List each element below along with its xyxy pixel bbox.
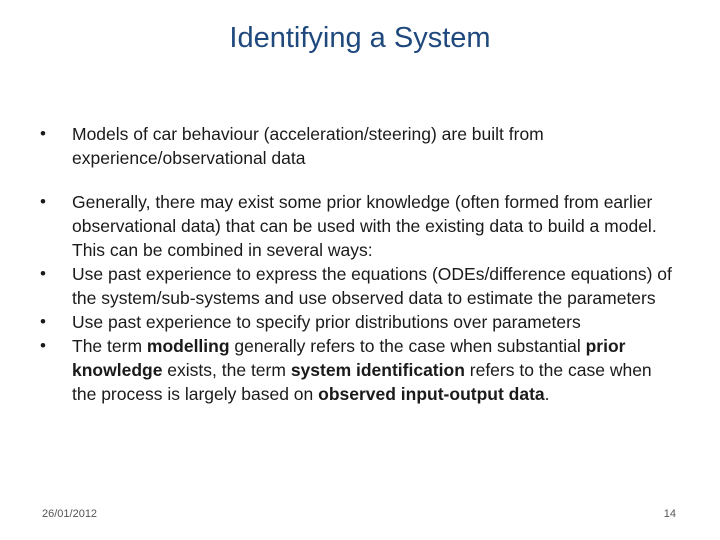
text-run: generally refers to the case when substantial: [229, 336, 586, 356]
slide-title: Identifying a System: [229, 22, 491, 54]
bullet-text: Use past experience to specify prior distributions over parameters: [72, 312, 581, 332]
bullet-item: [36, 122, 676, 170]
bullet-icon: •: [40, 336, 46, 355]
bullet-text: Models of car behaviour (acceleration/steering) are built from experience/observational data: [72, 124, 544, 168]
bold-term-modelling: modelling: [146, 336, 230, 356]
bullet-text: [72, 336, 652, 404]
bullet-text: Use past experience to express the equations (ODEs/difference equations) of the system/sub-systems and use observed data to estimate the parameters: [72, 264, 672, 308]
bullet-icon: •: [40, 124, 46, 143]
bullet-icon: •: [40, 312, 46, 331]
text-run: refers to the case when the process is largely based on: [72, 360, 652, 404]
text-run: .: [544, 384, 550, 404]
bullet-item: [36, 190, 676, 262]
bullet-icon: •: [40, 192, 46, 211]
text-run: The term: [72, 336, 147, 356]
bold-term-observed-data: observed input-output data: [318, 384, 545, 404]
bold-term-prior-knowledge: prior knowledge: [72, 336, 626, 380]
bullet-item: [36, 310, 676, 334]
page-number: 14: [663, 508, 676, 520]
footer-date: 26/01/2012: [42, 508, 98, 520]
bullet-list-1: [36, 122, 676, 170]
bullet-icon: •: [40, 264, 46, 283]
text-run: exists, the term: [162, 360, 291, 380]
bullet-list-2: [36, 190, 676, 406]
bullet-text: Generally, there may exist some prior knowledge (often formed from earlier observational data) that can be used with the existing data to build a model. This can be combined in several ways:: [72, 192, 657, 260]
bullet-item: [36, 262, 676, 310]
bold-term-system-identification: system identification: [290, 360, 465, 380]
bullet-item: [36, 334, 676, 406]
